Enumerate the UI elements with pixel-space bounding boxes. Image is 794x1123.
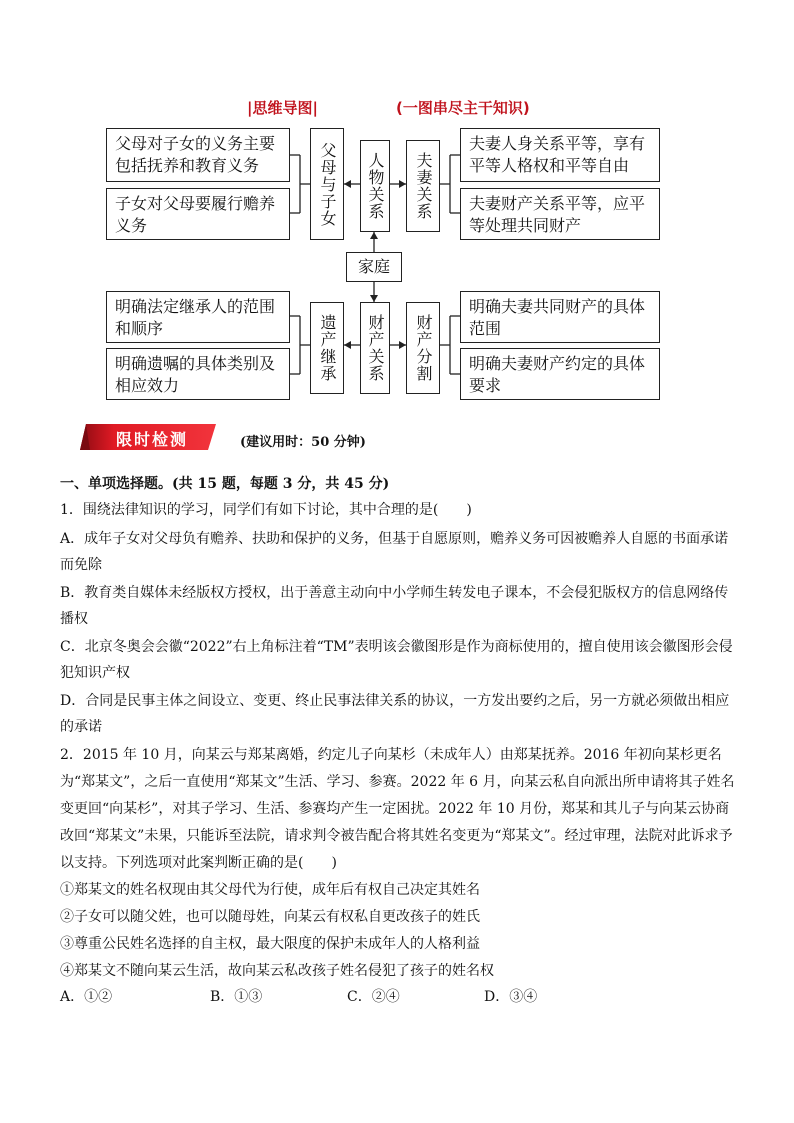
right-bottom-box-1: 明确夫妻共同财产的具体范围 <box>460 291 660 343</box>
banner-label: 限时检测 <box>116 430 189 449</box>
person-relation-box: 人物关系 <box>360 140 390 232</box>
q2-item-3: ③尊重公民姓名选择的自主权，最大限度的保护未成年人的人格利益 <box>60 936 480 952</box>
right-top-box-1: 夫妻人身关系平等，享有平等人格权和平等自由 <box>460 128 660 182</box>
property-division-box: 财产分割 <box>406 302 440 394</box>
q2-stem: 2．2015 年 10 月，向某云与郑某离婚，约定儿子向某杉（未成年人）由郑某抚养。2016 年初向某杉更名为“郑某文”，之后一直使用“郑某文”生活、学习、参赛。2022 年 6 月，向某云私自向派出所申请将其子姓名变更回“向某杉”，对其子学习、生活、参赛均产生一定困扰。2022 年 10 月份，郑某和其儿子与向某云协商改回“郑某文”未果，只能诉至法院，请求判令被告配合将其姓名变更为“郑某文”。经过审理，法院对此诉求予以支持。下列选项对此案判断正确的是( ) <box>60 747 735 871</box>
q2-option-c: C．②④ <box>347 989 400 1005</box>
q2-item-4: ④郑某文不随向某云生活，故向某云私改孩子姓名侵犯了孩子的姓名权 <box>60 963 494 979</box>
q2-item-1: ①郑某文的姓名权现由其父母代为行使，成年后有权自己决定其姓名 <box>60 882 480 898</box>
inheritance-box: 遗产继承 <box>310 302 344 394</box>
q1-option-c: C．北京冬奥会会徽“2022”右上角标注着“TM”表明该会徽图形是作为商标使用的，擅自使用该会徽图形会侵犯知识产权 <box>60 639 733 681</box>
q1-option-d: D．合同是民事主体之间设立、变更、终止民事法律关系的协议，一方发出要约之后，另一方就必须做出相应的承诺 <box>60 693 730 735</box>
q1-stem: 1．围绕法律知识的学习，同学们有如下讨论，其中合理的是( ) <box>60 502 472 518</box>
left-bottom-box-2: 明确遗嘱的具体类别及相应效力 <box>106 348 290 400</box>
suggested-time: (建议用时：50 分钟) <box>240 435 366 450</box>
q1-option-b: B．教育类自媒体未经版权方授权，出于善意主动向中小学师生转发电子课本，不会侵犯版权方的信息网络传播权 <box>60 585 729 627</box>
left-top-box-2: 子女对父母要履行赡养义务 <box>106 188 290 240</box>
mindmap-title: |思维导图| <box>247 99 318 117</box>
right-top-box-2: 夫妻财产关系平等，应平等处理共同财产 <box>460 188 660 240</box>
left-bottom-box-1: 明确法定继承人的范围和顺序 <box>106 291 290 343</box>
mindmap-subtitle: (一图串尽主干知识) <box>396 99 530 117</box>
q1-option-a: A．成年子女对父母负有赡养、扶助和保护的义务，但基于自愿原则，赡养义务可因被赡养人自愿的书面承诺而免除 <box>60 531 729 573</box>
q2-option-d: D．③④ <box>484 989 538 1005</box>
property-relation-box: 财产关系 <box>360 302 390 394</box>
right-bottom-box-2: 明确夫妻财产约定的具体要求 <box>460 348 660 400</box>
parent-child-box: 父母与子女 <box>310 128 344 240</box>
left-top-box-1: 父母对子女的义务主要包括抚养和教育义务 <box>106 128 290 182</box>
q2-item-2: ②子女可以随父姓，也可以随母姓，向某云有权私自更改孩子的姓氏 <box>60 909 480 925</box>
q2-option-a: A．①② <box>60 989 113 1005</box>
spouse-relation-box: 夫妻关系 <box>406 140 440 232</box>
family-box: 家庭 <box>346 252 402 282</box>
q2-option-b: B．①③ <box>210 989 263 1005</box>
section-heading: 一、单项选择题。(共 15 题，每题 3 分，共 45 分) <box>60 476 390 492</box>
